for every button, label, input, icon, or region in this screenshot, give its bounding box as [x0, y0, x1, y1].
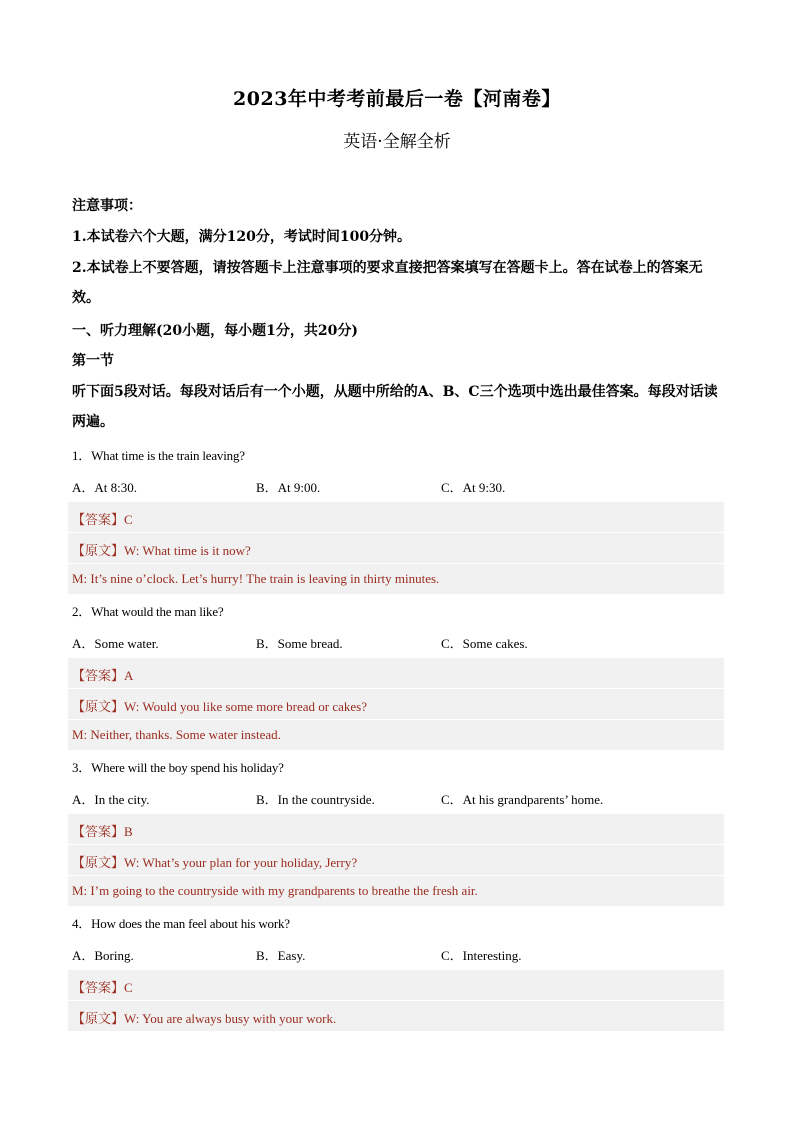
option-a: A．Boring.	[72, 948, 134, 963]
script-text: M: I’m going to the countryside with my grandparents to breathe the fresh air.	[72, 883, 478, 898]
answer-line	[72, 509, 724, 529]
option-c: C．At 9:30.	[441, 480, 506, 495]
answer-value: C	[124, 512, 133, 527]
answer-tag: 【答案】	[72, 513, 125, 528]
section-part: 第一节	[72, 353, 114, 369]
script-tag: 【原文】	[72, 1012, 125, 1027]
question-stem: 2．What would the man like?	[72, 604, 224, 619]
question-options	[72, 633, 724, 653]
option-b: B．Some bread.	[256, 636, 343, 651]
notes-heading: 注意事项：	[72, 198, 142, 214]
option-c: C．At his grandparents’ home.	[441, 792, 604, 807]
script-line	[72, 852, 724, 872]
answer-tag: 【答案】	[72, 825, 125, 840]
script-line-2	[72, 727, 724, 747]
option-c: C．Some cakes.	[441, 636, 528, 651]
answer-value: B	[124, 824, 133, 839]
option-b: B．In the countryside.	[256, 792, 375, 807]
answer-tag: 【答案】	[72, 669, 125, 684]
option-a: A．In the city.	[72, 792, 150, 807]
script-line	[72, 696, 724, 716]
page-subtitle: 英语·全解全析	[343, 132, 451, 152]
notes-item-1: 1.本试卷六个大题，满分120分，考试时间100分钟。	[72, 229, 412, 245]
question-stem: 1．What time is the train leaving?	[72, 448, 245, 463]
section-title: 一、听力理解(20小题，每小题1分，共20分)	[72, 323, 358, 339]
page-title: 2023年中考考前最后一卷【河南卷】	[233, 88, 561, 110]
question-options	[72, 945, 724, 965]
option-b: B．At 9:00.	[256, 480, 321, 495]
answer-line	[72, 665, 724, 685]
answer-line	[72, 821, 724, 841]
answer-tag: 【答案】	[72, 981, 125, 996]
answer-value: C	[124, 980, 133, 995]
option-b: B．Easy.	[256, 948, 306, 963]
script-text: M: Neither, thanks. Some water instead.	[72, 727, 281, 742]
script-text: M: It’s nine o’clock. Let’s hurry! The train is leaving in thirty minutes.	[72, 571, 440, 586]
question-stem: 3．Where will the boy spend his holiday?	[72, 760, 284, 775]
option-a: A．At 8:30.	[72, 480, 138, 495]
script-tag: 【原文】	[72, 544, 125, 559]
script-text: W: Would you like some more bread or cakes?	[124, 699, 368, 714]
script-text: W: You are always busy with your work.	[124, 1011, 337, 1026]
section-instructions: 听下面5段对话。每段对话后有一个小题，从题中所给的A、B、C三个选项中选出最佳答案。每段对话读两遍。	[72, 384, 718, 430]
question-options	[72, 789, 724, 809]
notes-item-2: 2.本试卷上不要答题，请按答题卡上注意事项的要求直接把答案填写在答题卡上。答在试卷上的答案无效。	[72, 260, 703, 306]
script-line	[72, 1008, 724, 1028]
script-line	[72, 540, 724, 560]
script-tag: 【原文】	[72, 700, 125, 715]
answer-value: A	[124, 668, 134, 683]
script-text: W: What’s your plan for your holiday, Jerry?	[124, 855, 358, 870]
script-text: W: What time is it now?	[124, 543, 251, 558]
option-c: C．Interesting.	[441, 948, 522, 963]
script-tag: 【原文】	[72, 856, 125, 871]
question-options	[72, 477, 724, 497]
question-stem: 4．How does the man feel about his work?	[72, 916, 290, 931]
script-line-2	[72, 883, 724, 903]
option-a: A．Some water.	[72, 636, 159, 651]
answer-line	[72, 977, 724, 997]
script-line-2	[72, 571, 724, 591]
